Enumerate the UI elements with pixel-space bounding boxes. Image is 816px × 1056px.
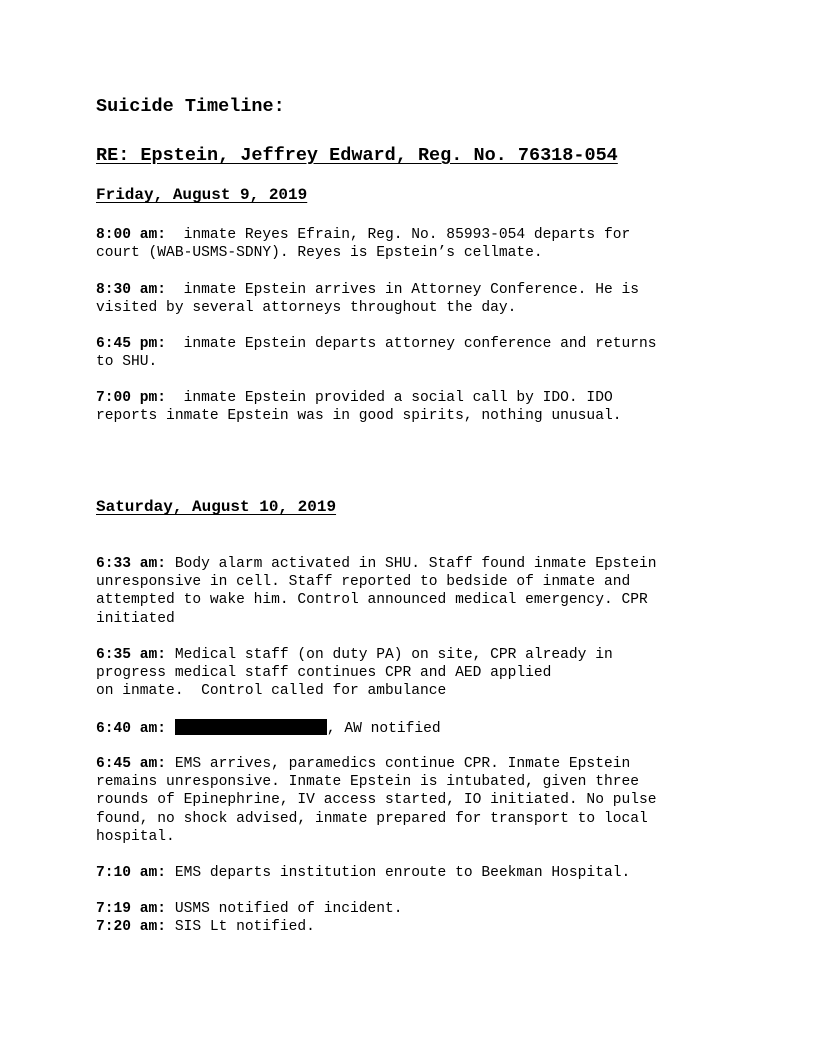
entry-text-line: EMS departs institution enroute to Beekman Hospital. [166, 865, 631, 881]
entry-text-line: inmate Epstein departs attorney conference and returns [166, 336, 657, 352]
timeline-entry [96, 335, 736, 371]
timeline-entry [96, 555, 736, 628]
entry-text-line: Body alarm activated in SHU. Staff found inmate Epstein [166, 556, 657, 572]
redaction-block [175, 719, 327, 735]
entry-time: 6:35 am: [96, 647, 167, 663]
entry-text-line: visited by several attorneys throughout the day. [96, 300, 517, 317]
entry-text-line: progress medical staff continues CPR and AED applied [96, 665, 552, 682]
timeline-entry [96, 719, 736, 738]
entry-time: 7:10 am: [96, 865, 167, 881]
entry-text-line: to SHU. [96, 354, 158, 371]
entry-text-line: unresponsive in cell. Staff reported to bedside of inmate and [96, 574, 631, 591]
entry-time: 6:40 am: [96, 721, 167, 737]
document-title: Suicide Timeline: [96, 96, 285, 117]
day-heading-friday: Friday, August 9, 2019 [96, 186, 308, 204]
entry-text-line: inmate Epstein provided a social call by IDO. IDO [166, 390, 613, 406]
entry-text-line: remains unresponsive. Inmate Epstein is intubated, given three [96, 774, 639, 791]
entry-text-line: hospital. [96, 828, 175, 845]
entry-time: 7:19 am: [96, 901, 167, 917]
timeline-entry [96, 281, 736, 317]
entry-text-line: , AW notified [326, 721, 441, 737]
entry-text-line: SIS Lt notified. [166, 919, 315, 935]
entry-text-line: Medical staff (on duty PA) on site, CPR already in [166, 647, 613, 663]
entry-time: 6:45 am: [96, 756, 167, 772]
entry-time: 6:33 am: [96, 556, 167, 572]
timeline-entry [96, 646, 736, 701]
entry-text-line: EMS arrives, paramedics continue CPR. Inmate Epstein [166, 756, 631, 772]
entry-time: 6:45 pm: [96, 336, 167, 352]
timeline-entry [96, 389, 736, 425]
entry-text-line: inmate Reyes Efrain, Reg. No. 85993-054 departs for [166, 227, 631, 243]
re-heading: RE: Epstein, Jeffrey Edward, Reg. No. 76318-054 [96, 145, 618, 166]
timeline-entry [96, 864, 736, 882]
timeline-entry [96, 755, 736, 846]
entry-text-line: found, no shock advised, inmate prepared for transport to local [96, 810, 648, 827]
entry-text-line: rounds of Epinephrine, IV access started, IO initiated. No pulse [96, 792, 657, 809]
entry-time: 8:30 am: [96, 282, 167, 298]
entry-text-line: attempted to wake him. Control announced medical emergency. CPR [96, 592, 648, 609]
entry-text-line: initiated [96, 610, 175, 627]
timeline-entry [96, 226, 736, 262]
entry-text-line: reports inmate Epstein was in good spirits, nothing unusual. [96, 408, 622, 425]
entry-text-line: on inmate. Control called for ambulance [96, 683, 447, 700]
entry-text-line: court (WAB-USMS-SDNY). Reyes is Epstein’s cellmate. [96, 245, 543, 262]
day-heading-saturday: Saturday, August 10, 2019 [96, 498, 337, 516]
timeline-entry [96, 900, 736, 918]
entry-time: 7:20 am: [96, 919, 167, 935]
entry-time: 8:00 am: [96, 227, 167, 243]
timeline-entry [96, 918, 736, 936]
entry-text-line: inmate Epstein arrives in Attorney Conference. He is [166, 282, 639, 298]
entry-time: 7:00 pm: [96, 390, 167, 406]
entry-text-line: USMS notified of incident. [166, 901, 403, 917]
